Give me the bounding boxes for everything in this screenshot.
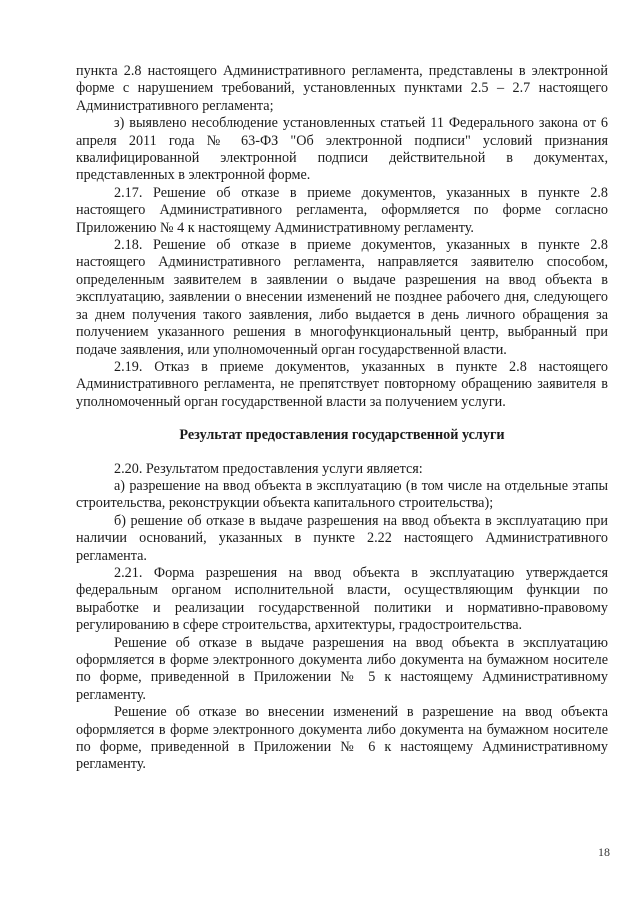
paragraph: Решение об отказе во внесении изменений в разрешение на ввод объекта оформляется в форме электронного документа либо документа на бумажном носителе по форме, приведенной в Приложении № 6 к настоящему Административному регламенту.	[76, 704, 608, 773]
paragraph: 2.19. Отказ в приеме документов, указанных в пункте 2.8 настоящего Административного регламента, не препятствует повторному обращению заявителя в уполномоченный орган государственной власти за получением услуги.	[76, 358, 608, 410]
body-top	[76, 63, 608, 411]
section-heading: Результат предоставления государственной услуги	[179, 427, 505, 444]
body-bottom	[76, 461, 608, 774]
paragraph: б) решение об отказе в выдаче разрешения на ввод объекта в эксплуатацию при наличии оснований, указанных в пункте 2.22 настоящего Административного регламента.	[76, 512, 608, 564]
paragraph: 2.20. Результатом предоставления услуги является:	[114, 460, 423, 477]
paragraph: а) разрешение на ввод объекта в эксплуатацию (в том числе на отдельные этапы строительства, реконструкции объекта капитального строительства);	[76, 477, 608, 512]
page-number: 18	[598, 845, 610, 859]
paragraph: з) выявлено несоблюдение установленных статьей 11 Федерального закона от 6 апреля 2011 года № 63-ФЗ "Об электронной подписи" условий признания квалифицированной электронной подписи действительной в документах, представленных в электронной форме.	[76, 115, 608, 184]
paragraph: Решение об отказе в выдаче разрешения на ввод объекта в эксплуатацию оформляется в форме электронного документа либо документа на бумажном носителе по форме, приведенной в Приложении № 5 к настоящему Административному регламенту.	[76, 634, 608, 703]
paragraph: 2.18. Решение об отказе в приеме документов, указанных в пункте 2.8 настоящего Административного регламента, направляется заявителю способом, определенным заявителем в заявлении о выдаче разрешения на ввод объекта в эксплуатацию, заявлении о внесении изменений не позднее рабочего дня, следующего за днем получения такого заявления, либо выдается в день личного обращения за получением указанного решения в многофункциональный центр, выбранный при подаче заявления, или уполномоченный орган государственной власти.	[76, 237, 608, 358]
paragraph: 2.21. Форма разрешения на ввод объекта в эксплуатацию утверждается федеральным органом исполнительной власти, осуществляющим функции по выработке и реализации государственной политики и нормативно-правовому регулированию в сфере строительства, архитектуры, градостроительства.	[76, 564, 608, 634]
paragraph: 2.17. Решение об отказе в приеме документов, указанных в пункте 2.8 настоящего Административного регламента, оформляется по форме согласно Приложению № 4 к настоящему Административному регламенту.	[76, 184, 608, 236]
paragraph: пункта 2.8 настоящего Административного регламента, представлены в электронной форме с нарушением требований, установленных пунктами 2.5 – 2.7 настоящего Административного регламента;	[76, 63, 608, 114]
